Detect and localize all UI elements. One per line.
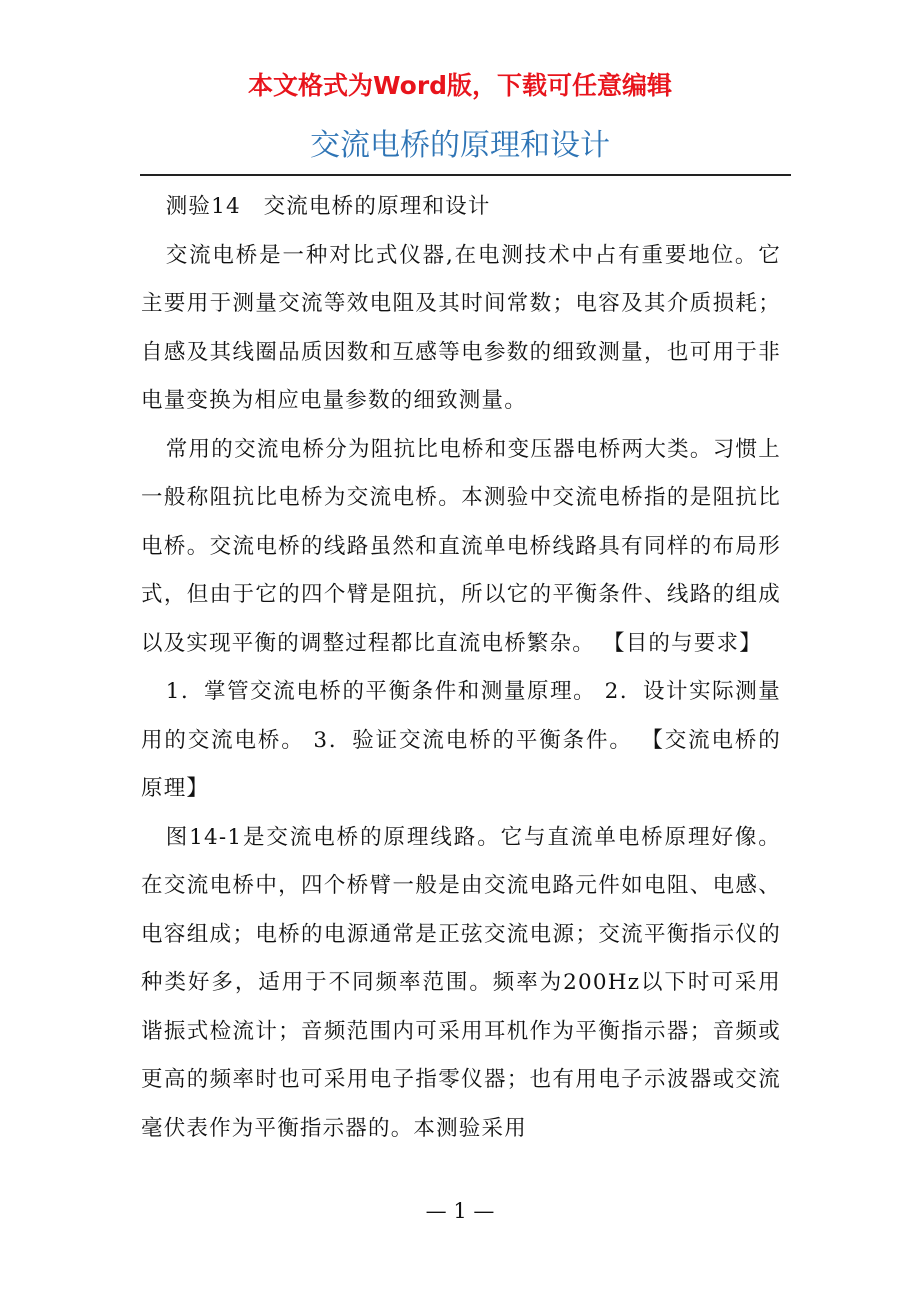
paragraph: 图14-1是交流电桥的原理线路。它与直流单电桥原理好像。在交流电桥中，四个桥臂一般是由交流电路元件如电阻、电感、电容组成；电桥的电源通常是正弦交流电源；交流平衡指示仪的种类好多，适用于不同频率范围。频率为200Hz以下时可采用谐振式检流计；音频范围内可采用耳机作为平衡指示器；音频或更高的频率时也可采用电子指零仪器；也有用电子示波器或交流毫伏表作为平衡指示器的。本测验采用	[141, 824, 781, 1141]
paragraph-heading: 测验14 交流电桥的原理和设计	[165, 194, 491, 219]
paragraph: 交流电桥是一种对比式仪器,在电测技术中占有重要地位。它主要用于测量交流等效电阻及其时间常数；电容及其介质损耗；自感及其线圈品质因数和互感等电参数的细致测量，也可用于非电量变换为相应电量参数的细致测量。	[141, 242, 781, 413]
page-number: — 1 —	[425, 1199, 495, 1223]
paragraph: 1．掌管交流电桥的平衡条件和测量原理。 2．设计实际测量用的交流电桥。 3．验证交流电桥的平衡条件。 【交流电桥的原理】	[141, 679, 781, 801]
paragraph: 常用的交流电桥分为阻抗比电桥和变压器电桥两大类。习惯上一般称阻抗比电桥为交流电桥。本测验中交流电桥指的是阻抗比电桥。交流电桥的线路虽然和直流单电桥线路具有同样的布局形式，但由于它的四个臂是阻抗，所以它的平衡条件、线路的组成以及实现平衡的调整过程都比直流电桥繁杂。 【目的与要求】	[141, 436, 781, 656]
title-divider	[140, 174, 791, 176]
download-banner: 本文格式为Word版，下载可任意编辑	[247, 71, 673, 100]
document-body	[141, 183, 781, 1153]
document-title: 交流电桥的原理和设计	[310, 128, 610, 163]
